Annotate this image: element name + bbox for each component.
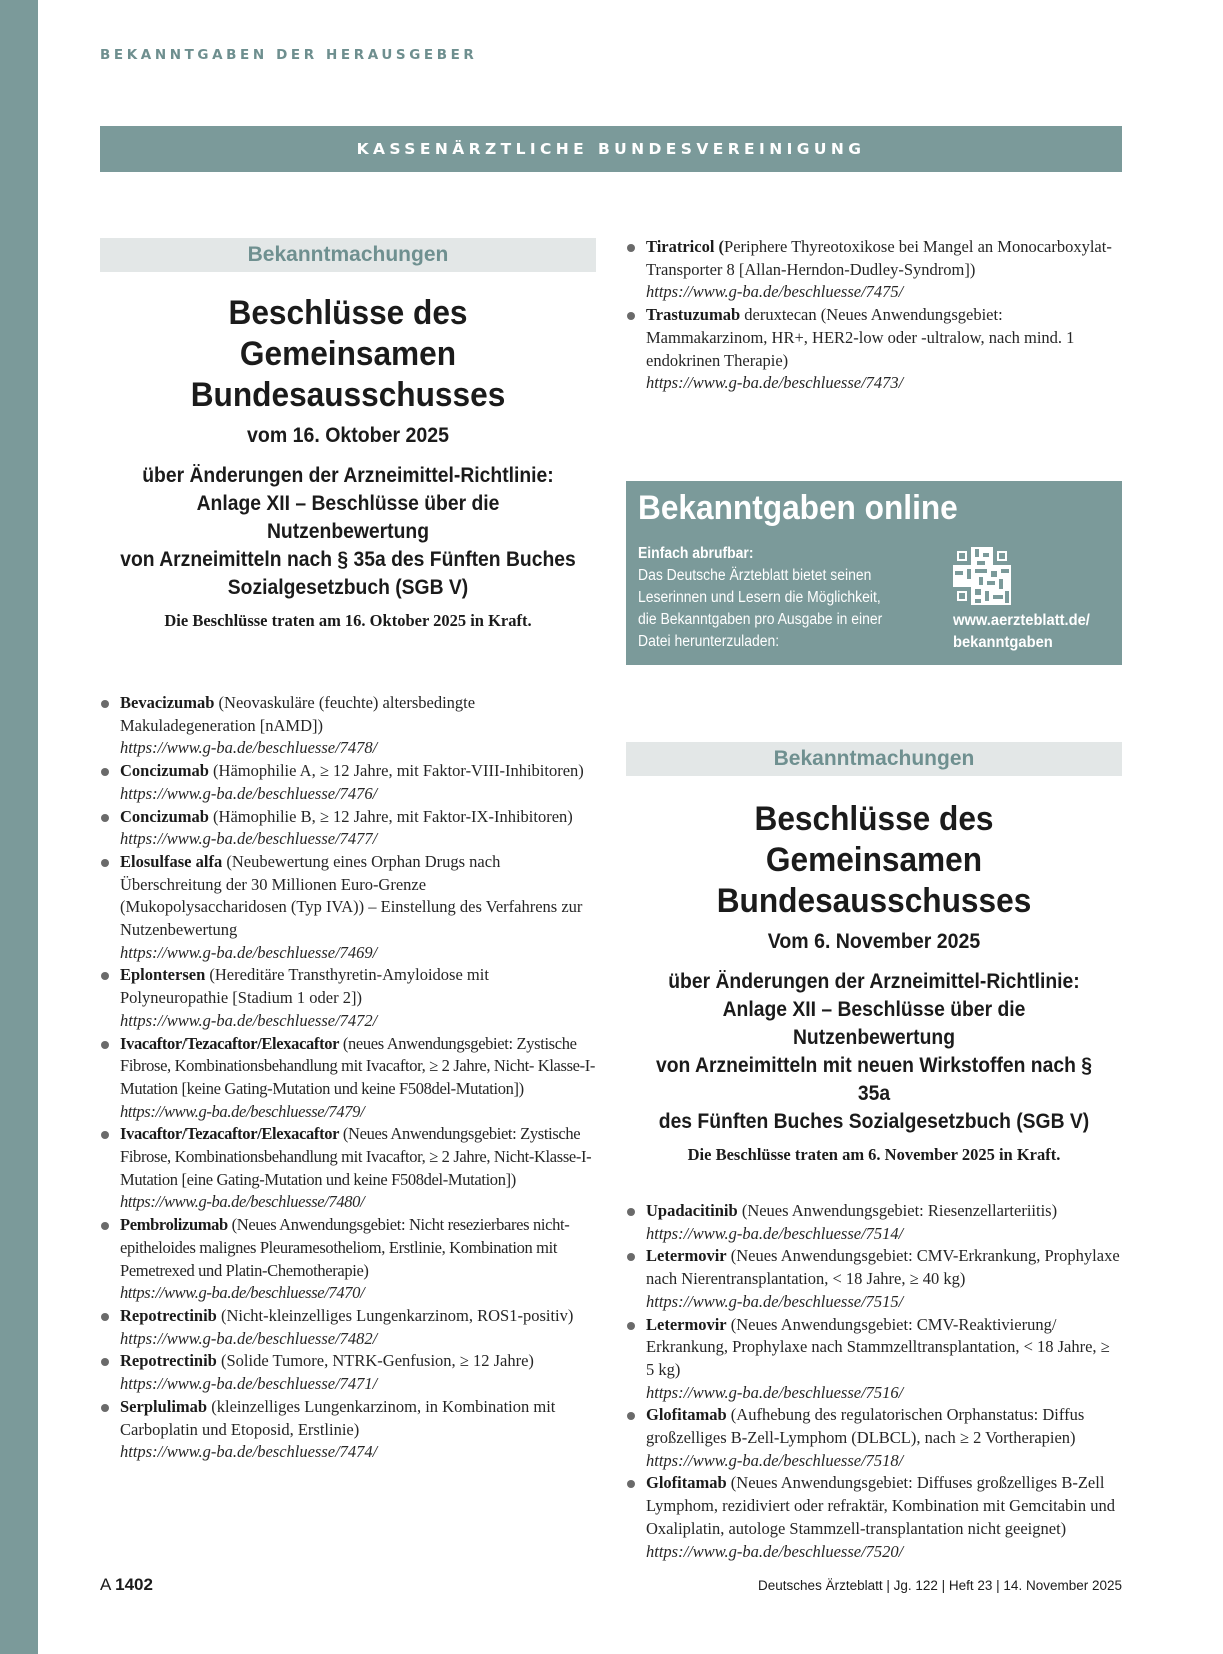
list-item xyxy=(100,1033,596,1124)
decision-link[interactable]: https://www.g-ba.de/beschluesse/7478/ xyxy=(120,738,378,758)
decision-list xyxy=(100,692,596,1464)
drug-description: (Neues Anwendungsgebiet: CMV-Reaktivierung/ Erkrankung, Prophylaxe nach Stammzelltransplantation, < 18 Jahre, ≥ 5 kg) xyxy=(646,1314,1110,1379)
drug-name: Upadacitinib xyxy=(646,1201,738,1220)
decision-link[interactable]: https://www.g-ba.de/beschluesse/7480/ xyxy=(120,1192,365,1212)
notice-date: Vom 6. November 2025 xyxy=(767,930,981,953)
drug-name: Repotrectinib xyxy=(120,1305,217,1325)
in-force-note: Die Beschlüsse traten am 16. Oktober 2025 in Kraft. xyxy=(164,611,532,630)
notice-date: vom 16. Oktober 2025 xyxy=(247,424,449,447)
notice-title-line2: Bundesausschusses xyxy=(190,376,506,414)
drug-name: Glofitamab xyxy=(646,1473,727,1493)
online-box-text xyxy=(638,543,899,653)
list-item xyxy=(100,1396,596,1464)
decision-link[interactable]: https://www.g-ba.de/beschluesse/7520/ xyxy=(646,1541,904,1561)
drug-description: (Nicht-kleinzelliges Lungenkarzinom, ROS1-positiv) xyxy=(216,1305,574,1325)
drug-description: (Hämophilie A, ≥ 12 Jahre, mit Faktor-VIII-Inhibitoren) xyxy=(208,761,584,781)
drug-name: Pembrolizumab xyxy=(120,1215,228,1235)
drug-name: Concizumab xyxy=(120,806,209,826)
drug-name: Repotrectinib xyxy=(120,1351,217,1371)
notice-title-line1: Beschlüsse des Gemeinsamen xyxy=(228,294,468,373)
decision-link[interactable]: https://www.g-ba.de/beschluesse/7471/ xyxy=(120,1374,378,1394)
decision-link[interactable]: https://www.g-ba.de/beschluesse/7482/ xyxy=(120,1328,378,1348)
page-prefix: A xyxy=(100,1575,116,1594)
page-number: 1402 xyxy=(115,1575,153,1594)
decision-link[interactable]: https://www.g-ba.de/beschluesse/7475/ xyxy=(646,282,904,302)
drug-name: Ivacaftor/Tezacaftor/Elexacaftor xyxy=(120,1033,340,1053)
drug-name: Eplontersen xyxy=(120,965,206,985)
notice-subtitle-line2: Anlage XII – Beschlüsse über die Nutzenbewertung xyxy=(722,998,1026,1049)
decision-link[interactable]: https://www.g-ba.de/beschluesse/7477/ xyxy=(120,829,378,849)
notice-title-line2: Bundesausschusses xyxy=(716,882,1032,920)
drug-name: Serplulimab xyxy=(120,1396,208,1416)
online-link-line1: www.aerzteblatt.de/ xyxy=(953,612,1090,629)
drug-description: (Hämophilie B, ≥ 12 Jahre, mit Faktor-IX-Inhibitoren) xyxy=(208,806,573,826)
page-folio xyxy=(100,1575,153,1595)
drug-name: Elosulfase alfa xyxy=(120,851,223,871)
drug-description: (Neues Anwendungsgebiet: Diffuses großzelliges B-Zell Lymphom, rezidiviert oder refraktär, Kombination mit Gemcitabin und Oxaliplatin, autologe Stammzell-transplantation nicht geeignet) xyxy=(646,1473,1116,1538)
drug-name: Tiratricol ( xyxy=(646,237,725,256)
in-force-note: Die Beschlüsse traten am 6. November 2025 in Kraft. xyxy=(687,1145,1061,1164)
drug-description: (neues Anwendungsgebiet: Zystische Fibrose, Kombinationsbehandlung mit Ivacaftor, ≥ 2 Jahre, Nicht- Klasse-I-Mutation [keine Gating-Mutation und keine F508del-Mutation]) xyxy=(120,1033,596,1098)
list-item xyxy=(100,760,596,805)
decision-link[interactable]: https://www.g-ba.de/beschluesse/7473/ xyxy=(646,373,904,393)
drug-name: Letermovir xyxy=(646,1246,727,1266)
notice-subtitle-line3: von Arzneimitteln mit neuen Wirkstoffen nach § 35a xyxy=(655,1054,1093,1105)
list-item xyxy=(100,692,596,760)
decision-list-continued xyxy=(626,236,1122,395)
decision-link[interactable]: https://www.g-ba.de/beschluesse/7474/ xyxy=(120,1442,378,1462)
drug-description: (Neues Anwendungsgebiet: Zystische Fibrose, Kombinationsbehandlung mit Ivacaftor, ≥ 2 Jahre, Nicht-Klasse-I-Mutation [eine Gating-Mutation und keine F508del-Mutation]) xyxy=(120,1124,592,1189)
decision-link[interactable]: https://www.g-ba.de/beschluesse/7516/ xyxy=(646,1382,904,1402)
drug-description: (Solide Tumore, NTRK-Genfusion, ≥ 12 Jahre) xyxy=(216,1351,534,1371)
list-item xyxy=(626,236,1122,304)
decision-link[interactable]: https://www.g-ba.de/beschluesse/7476/ xyxy=(120,783,378,803)
decision-link[interactable]: https://www.g-ba.de/beschluesse/7469/ xyxy=(120,942,378,962)
online-box-lead: Einfach abrufbar: xyxy=(638,545,754,562)
drug-name: Trastuzumab xyxy=(646,305,741,325)
drug-description: (Neubewertung eines Orphan Drugs nach Überschreitung der 30 Millionen Euro-Grenze (Mukopolysaccharidosen (Typ IVA)) – Einstellung des Verfahrens zur Nutzenbewertung xyxy=(120,851,583,940)
running-head: BEKANNTGABEN DER HERAUSGEBER xyxy=(100,47,478,63)
decision-link[interactable]: https://www.g-ba.de/beschluesse/7472/ xyxy=(120,1010,378,1030)
drug-name: Letermovir xyxy=(646,1314,727,1334)
list-item xyxy=(100,851,596,965)
notice-subtitle-line4: des Fünften Buches Sozialgesetzbuch (SGB V) xyxy=(658,1110,1090,1133)
drug-description: (kleinzelliges Lungenkarzinom, in Kombination mit Carboplatin und Etoposid, Erstlinie) xyxy=(120,1396,556,1439)
drug-name: Bevacizumab xyxy=(120,693,215,712)
drug-name: Ivacaftor/Tezacaftor/Elexacaftor xyxy=(120,1124,340,1144)
online-box-description: Das Deutsche Ärzteblatt bietet seinen Leserinnen und Lesern die Möglichkeit, die Bekanntgaben pro Ausgabe in einer Datei herunterzuladen: xyxy=(638,567,883,650)
list-item xyxy=(626,1404,1122,1472)
list-item xyxy=(626,304,1122,395)
list-item xyxy=(626,1245,1122,1313)
online-link-line2: bekanntgaben xyxy=(953,634,1053,651)
drug-description: (Aufhebung des regulatorischen Orphanstatus: Diffus großzelliges B-Zell-Lymphom (DLBCL), nach ≥ 2 Vortherapien) xyxy=(646,1405,1085,1448)
list-item xyxy=(100,806,596,851)
left-column xyxy=(100,238,596,1464)
list-item xyxy=(100,1350,596,1395)
notice-subtitle-line1: über Änderungen der Arzneimittel-Richtlinie: xyxy=(668,970,1080,993)
drug-name: Glofitamab xyxy=(646,1405,727,1425)
section-label: Bekanntmachungen xyxy=(626,742,1122,776)
drug-description: deruxtecan (Neues Anwendungsgebiet: Mammakarzinom, HR+, HER2-low oder -ultralow, nach mind. 1 endokrinen Therapie) xyxy=(646,305,1075,370)
list-item xyxy=(100,964,596,1032)
online-box-title: Bekanntgaben online xyxy=(638,489,958,527)
drug-description: (Hereditäre Transthyretin-Amyloidose mit Polyneuropathie [Stadium 1 oder 2]) xyxy=(120,965,489,1008)
drug-name: Concizumab xyxy=(120,761,209,781)
list-item xyxy=(100,1214,596,1305)
second-notice xyxy=(626,742,1122,1563)
decision-link[interactable]: https://www.g-ba.de/beschluesse/7470/ xyxy=(120,1283,365,1303)
drug-description: (Neues Anwendungsgebiet: Riesenzellarteriitis) xyxy=(737,1201,1058,1220)
notice-subtitle-line1: über Änderungen der Arzneimittel-Richtlinie: xyxy=(142,464,554,487)
notice-subtitle-line4: Sozialgesetzbuch (SGB V) xyxy=(227,576,469,599)
drug-description: Periphere Thyreotoxikose bei Mangel an Monocarboxylat-Transporter 8 [Allan-Herndon-Dudley-Syndrom]) xyxy=(646,237,1112,279)
decision-link[interactable]: https://www.g-ba.de/beschluesse/7479/ xyxy=(120,1101,365,1121)
decision-link[interactable]: https://www.g-ba.de/beschluesse/7518/ xyxy=(646,1450,904,1470)
notice-title-line1: Beschlüsse des Gemeinsamen xyxy=(754,800,994,879)
qr-code-icon[interactable] xyxy=(953,547,1011,605)
drug-description: (Neovaskuläre (feuchte) altersbedingte Makuladegeneration [nAMD]) xyxy=(120,693,476,735)
list-item xyxy=(626,1472,1122,1563)
journal-citation: Deutsches Ärzteblatt | Jg. 122 | Heft 23 | 14. November 2025 xyxy=(758,1578,1122,1593)
side-color-bar xyxy=(0,0,38,1654)
online-announcements-box xyxy=(626,481,1122,665)
list-item xyxy=(100,1305,596,1350)
online-box-link[interactable] xyxy=(953,610,1109,654)
section-banner: KASSENÄRZTLICHE BUNDESVEREINIGUNG xyxy=(100,126,1122,172)
list-item xyxy=(626,1314,1122,1405)
decision-link[interactable]: https://www.g-ba.de/beschluesse/7514/ xyxy=(646,1223,904,1243)
drug-description: (Neues Anwendungsgebiet: CMV-Erkrankung, Prophylaxe nach Nierentransplantation, < 18 Jahre, ≥ 40 kg) xyxy=(646,1246,1120,1289)
section-label: Bekanntmachungen xyxy=(100,238,596,272)
list-item xyxy=(626,1200,1122,1245)
decision-link[interactable]: https://www.g-ba.de/beschluesse/7515/ xyxy=(646,1291,904,1311)
notice-subtitle-line2: Anlage XII – Beschlüsse über die Nutzenbewertung xyxy=(196,492,500,543)
notice-subtitle-line3: von Arzneimitteln nach § 35a des Fünften Buches xyxy=(120,548,576,571)
drug-description: (Neues Anwendungsgebiet: Nicht resezierbares nicht-epitheloides malignes Pleuramesotheliom, Erstlinie, Kombination mit Pemetrexed und Platin-Chemotherapie) xyxy=(120,1215,570,1280)
right-column-continued xyxy=(626,236,1122,395)
decision-list xyxy=(626,1200,1122,1563)
list-item xyxy=(100,1123,596,1214)
